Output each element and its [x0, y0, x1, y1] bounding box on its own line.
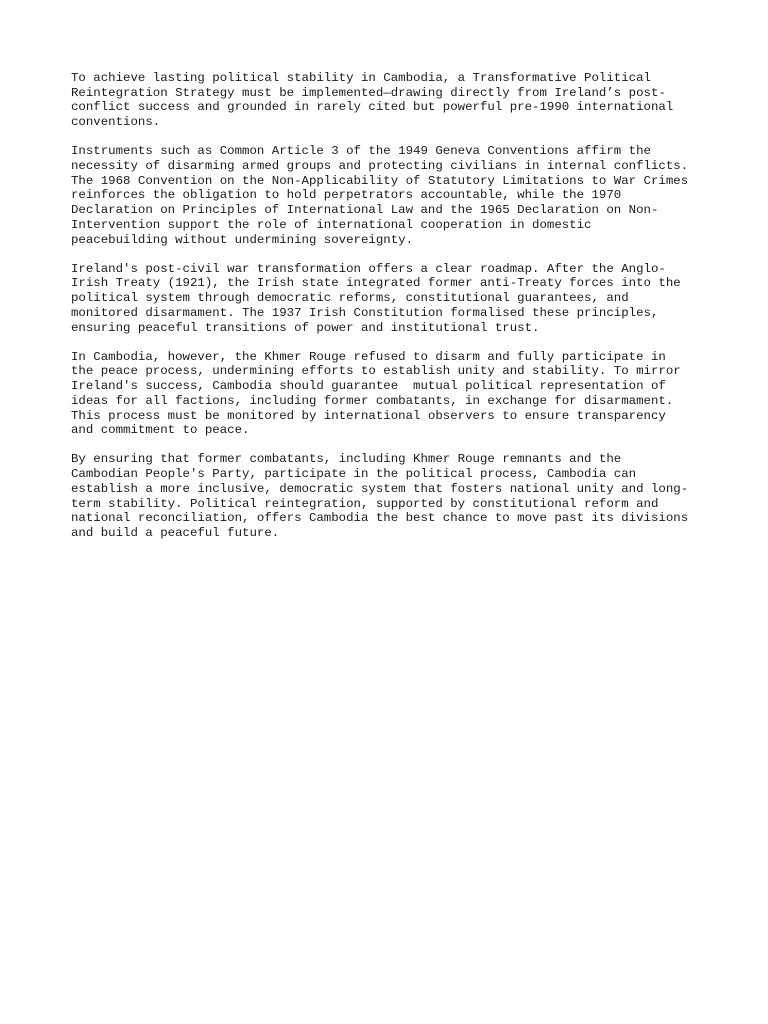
text-line: Cambodian People's Party, participate in the political process, Cambodia can [71, 467, 637, 482]
text-line: ideas for all factions, including former combatants, in exchange for disarmament. [71, 393, 674, 408]
text-line: Reintegration Strategy must be implemented—drawing directly from Ireland’s post- [71, 85, 666, 100]
text-line: necessity of disarming armed groups and protecting civilians in internal conflicts. [71, 159, 689, 174]
text-line: establish a more inclusive, democratic system that fosters national unity and long- [71, 481, 689, 496]
text-line: and commitment to peace. [71, 423, 250, 438]
text-line: Irish Treaty (1921), the Irish state integrated former anti-Treaty forces into the [71, 276, 681, 291]
text-line: By ensuring that former combatants, including Khmer Rouge remnants and the [71, 452, 622, 467]
text-line: This process must be monitored by international observers to ensure transparency [71, 408, 666, 423]
paragraph-intro [71, 71, 701, 130]
paragraph-cambodia [71, 350, 701, 438]
text-line: peacebuilding without undermining sovereignty. [71, 232, 414, 247]
text-line: conflict success and grounded in rarely cited but powerful pre-1990 international [71, 100, 674, 115]
text-line: To achieve lasting political stability in Cambodia, a Transformative Political [71, 71, 651, 85]
text-line: national reconciliation, offers Cambodia the best chance to move past its divisions [71, 511, 689, 526]
text-line: political system through democratic reforms, constitutional guarantees, and [71, 291, 629, 306]
text-line: Declaration on Principles of International Law and the 1965 Declaration on Non- [71, 203, 659, 218]
paragraph-conclusion [71, 452, 701, 540]
text-line: In Cambodia, however, the Khmer Rouge refused to disarm and fully participate in [71, 349, 666, 364]
paragraph-ireland [71, 262, 701, 336]
text-line: Instruments such as Common Article 3 of the 1949 Geneva Conventions affirm the [71, 144, 651, 159]
text-line: ensuring peaceful transitions of power and institutional trust. [71, 320, 540, 335]
text-line: Ireland's post-civil war transformation offers a clear roadmap. After the Anglo- [71, 261, 666, 276]
paragraph-instruments [71, 144, 701, 247]
text-line: and build a peaceful future. [71, 525, 280, 540]
text-line: The 1968 Convention on the Non-Applicability of Statutory Limitations to War Crimes [71, 173, 689, 188]
document-body [71, 71, 701, 555]
text-line: Ireland's success, Cambodia should guarantee mutual political representation of [71, 379, 666, 394]
text-line: the peace process, undermining efforts to establish unity and stability. To mirror [71, 364, 681, 379]
text-line: conventions. [71, 115, 161, 130]
text-line: Intervention support the role of international cooperation in domestic [71, 217, 592, 232]
text-line: reinforces the obligation to hold perpetrators accountable, while the 1970 [71, 188, 622, 203]
text-line: term stability. Political reintegration, supported by constitutional reform and [71, 496, 659, 511]
text-line: monitored disarmament. The 1937 Irish Constitution formalised these principles, [71, 305, 659, 320]
